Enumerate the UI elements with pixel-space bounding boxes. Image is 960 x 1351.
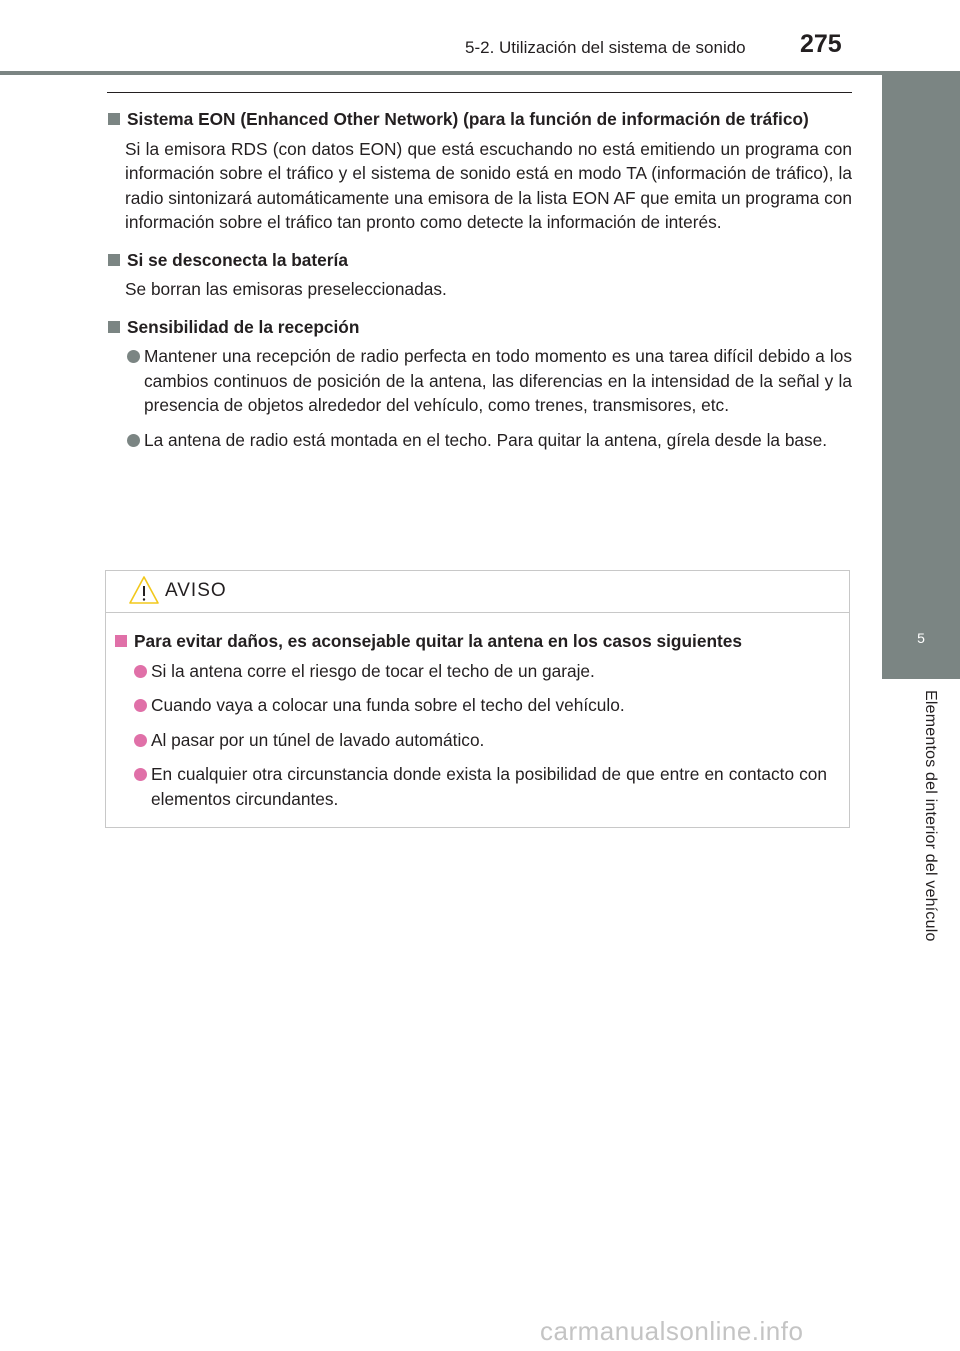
main-content: [107, 92, 852, 452]
chapter-number: 5: [917, 630, 925, 646]
chapter-title: Elementos del interior del vehículo: [922, 690, 939, 942]
list-item-text: Mantener una recepción de radio perfecta en todo momento es una tarea difícil debido a los cambios continuos de posición de la antena, las diferencias en la intensidad de la señal y la presencia de objetos alrededor del vehículo, como trenes, transmisores, etc.: [144, 346, 852, 415]
side-strip: [882, 75, 960, 597]
list-item: [114, 728, 827, 753]
warning-heading: [114, 629, 827, 654]
warning-label: AVISO: [165, 580, 227, 601]
section-heading: [107, 315, 852, 340]
list-item: [114, 693, 827, 718]
section-heading-text: Si se desconecta la batería: [127, 249, 348, 270]
section-heading: [107, 248, 852, 273]
round-bullet-icon: [127, 434, 140, 447]
page-number: 275: [800, 30, 842, 58]
section-eon: [107, 107, 852, 235]
round-bullet-icon: [134, 699, 147, 712]
section-battery: [107, 248, 852, 302]
square-bullet-icon: [108, 113, 120, 125]
section-heading: [107, 107, 852, 132]
warning-body: [106, 613, 849, 811]
list-item: [114, 659, 827, 684]
list-item-text: En cualquier otra circunstancia donde exista la posibilidad de que entre en contacto con elementos circundantes.: [151, 764, 827, 809]
section-heading-text: Sensibilidad de la recepción: [127, 316, 360, 337]
section-text: Se borran las emisoras preseleccionadas.: [125, 279, 447, 299]
header-section-title: 5-2. Utilización del sistema de sonido: [465, 38, 746, 57]
warning-header: [106, 571, 849, 613]
square-bullet-icon: [108, 321, 120, 333]
watermark: carmanualsonline.info: [540, 1316, 804, 1346]
section-heading-text: Sistema EON (Enhanced Other Network) (para la función de información de tráfico): [127, 109, 809, 129]
round-bullet-icon: [127, 350, 140, 363]
list-item-text: Si la antena corre el riesgo de tocar el techo de un garaje.: [151, 660, 595, 681]
list-item-text: Al pasar por un túnel de lavado automático.: [151, 729, 485, 750]
chapter-tab: [882, 597, 960, 679]
section-text: Si la emisora RDS (con datos EON) que está escuchando no está emitiendo un programa con información sobre el tráfico y el sistema de sonido está en modo TA (información de tráfico), la radio sintonizará automáticamente una emisora de la lista EON AF que emita un programa con información sobre el tráfico tan pronto como detecte la información de interés.: [125, 138, 852, 232]
warning-heading-text: Para evitar daños, es aconsejable quitar la antena en los casos siguientes: [134, 631, 742, 651]
list-item: [107, 428, 852, 453]
round-bullet-icon: [134, 768, 147, 781]
list-item: [114, 762, 827, 811]
list-item-text: Cuando vaya a colocar una funda sobre el techo del vehículo.: [151, 695, 625, 715]
warning-triangle-icon: [128, 574, 160, 606]
square-bullet-icon: [115, 635, 127, 647]
round-bullet-icon: [134, 734, 147, 747]
square-bullet-icon: [108, 254, 120, 266]
header-rule: [0, 71, 960, 75]
list-item: [107, 344, 852, 418]
warning-box: [105, 570, 850, 828]
section-reception: [107, 315, 852, 453]
round-bullet-icon: [134, 665, 147, 678]
list-item-text: La antena de radio está montada en el techo. Para quitar la antena, gírela desde la base.: [144, 429, 828, 450]
